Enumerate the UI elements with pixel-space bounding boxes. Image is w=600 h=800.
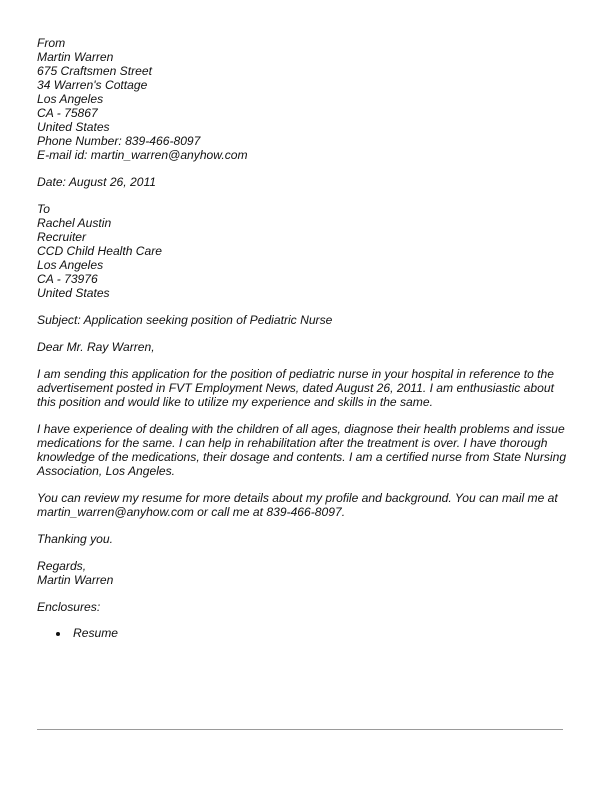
signature-name: Martin Warren — [37, 573, 114, 587]
recipient-title: Recruiter — [37, 230, 87, 244]
sender-name: Martin Warren — [37, 50, 114, 64]
valediction: Regards, — [37, 559, 87, 573]
sender-state-zip: CA - 75867 — [37, 106, 98, 120]
sender-address-block — [37, 36, 567, 162]
recipient-heading: To — [37, 202, 51, 216]
body-paragraph-1: I am sending this application for the position of pediatric nurse in your hospital in reference to the advertisement posted in FVT Employment News, dated August 26, 2011. I am enthusiastic about this position and would like to utilize my experience and skills in the same. — [37, 367, 554, 409]
sender-heading: From — [37, 36, 66, 50]
body-paragraph-3: You can review my resume for more details about my profile and background. You can mail me at martin_warren@anyhow.com or call me at 839-466-8097. — [37, 491, 558, 519]
subject-line: Subject: Application seeking position of Pediatric Nurse — [37, 313, 333, 327]
list-item — [37, 626, 567, 640]
enclosure-item-label: Resume — [73, 626, 119, 640]
cover-letter — [37, 36, 567, 640]
salutation: Dear Mr. Ray Warren, — [37, 340, 155, 354]
page-divider — [37, 729, 563, 730]
recipient-name: Rachel Austin — [37, 216, 112, 230]
sender-street: 675 Craftsmen Street — [37, 64, 152, 78]
closing-block — [37, 559, 567, 587]
enclosures-section — [37, 600, 567, 640]
recipient-address-block — [37, 202, 567, 300]
sender-country: United States — [37, 120, 110, 134]
enclosures-heading: Enclosures: — [37, 600, 101, 614]
sender-city: Los Angeles — [37, 92, 104, 106]
bullet-icon — [56, 632, 60, 636]
recipient-organization: CCD Child Health Care — [37, 244, 163, 258]
letter-date: Date: August 26, 2011 — [37, 175, 157, 189]
recipient-city: Los Angeles — [37, 258, 104, 272]
sender-building: 34 Warren's Cottage — [37, 78, 148, 92]
sender-phone: Phone Number: 839-466-8097 — [37, 134, 201, 148]
body-paragraph-2: I have experience of dealing with the children of all ages, diagnose their health problems and issue medications for the same. I can help in rehabilitation after the treatment is over. I have thorough knowledge of the medications, their dosage and contents. I am a certified nurse from State Nursing Association, Los Angeles. — [37, 422, 567, 478]
sender-email: E-mail id: martin_warren@anyhow.com — [37, 148, 248, 162]
recipient-state-zip: CA - 73976 — [37, 272, 98, 286]
thanks-line: Thanking you. — [37, 532, 113, 546]
recipient-country: United States — [37, 286, 110, 300]
enclosures-list — [37, 626, 567, 640]
